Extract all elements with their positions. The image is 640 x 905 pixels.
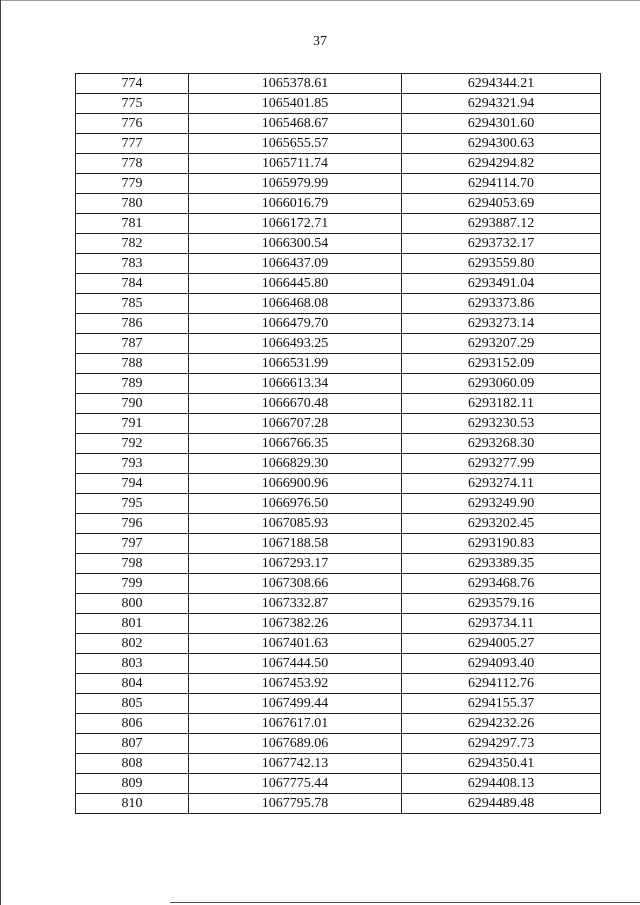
y-coordinate-cell: 6294294.82 [402,154,601,174]
y-coordinate-cell: 6294005.27 [402,634,601,654]
scan-bottom-edge [170,902,640,903]
table-row [76,294,601,314]
x-coordinate-cell: 1067444.50 [189,654,402,674]
x-coordinate-cell: 1066766.35 [189,434,402,454]
point-number-cell: 791 [76,414,189,434]
x-coordinate-cell: 1066707.28 [189,414,402,434]
y-coordinate-cell: 6293277.99 [402,454,601,474]
table-row [76,594,601,614]
table-row [76,654,601,674]
y-coordinate-cell: 6293559.80 [402,254,601,274]
point-number-cell: 808 [76,754,189,774]
y-coordinate-cell: 6294344.21 [402,74,601,94]
table-row [76,234,601,254]
point-number-cell: 801 [76,614,189,634]
table-row [76,674,601,694]
point-number-cell: 802 [76,634,189,654]
table-row [76,394,601,414]
y-coordinate-cell: 6293373.86 [402,294,601,314]
table-row [76,174,601,194]
point-number-cell: 797 [76,534,189,554]
table-row [76,714,601,734]
x-coordinate-cell: 1065711.74 [189,154,402,174]
table-row [76,334,601,354]
point-number-cell: 779 [76,174,189,194]
y-coordinate-cell: 6293152.09 [402,354,601,374]
point-number-cell: 786 [76,314,189,334]
point-number-cell: 785 [76,294,189,314]
point-number-cell: 790 [76,394,189,414]
y-coordinate-cell: 6293274.11 [402,474,601,494]
x-coordinate-cell: 1066016.79 [189,194,402,214]
x-coordinate-cell: 1067308.66 [189,574,402,594]
point-number-cell: 796 [76,514,189,534]
x-coordinate-cell: 1065401.85 [189,94,402,114]
x-coordinate-cell: 1066437.09 [189,254,402,274]
y-coordinate-cell: 6294112.76 [402,674,601,694]
x-coordinate-cell: 1066829.30 [189,454,402,474]
y-coordinate-cell: 6293468.76 [402,574,601,594]
y-coordinate-cell: 6294232.26 [402,714,601,734]
x-coordinate-cell: 1066900.96 [189,474,402,494]
y-coordinate-cell: 6294155.37 [402,694,601,714]
table-row [76,754,601,774]
x-coordinate-cell: 1067293.17 [189,554,402,574]
table-row [76,114,601,134]
y-coordinate-cell: 6294300.63 [402,134,601,154]
x-coordinate-cell: 1066493.25 [189,334,402,354]
point-number-cell: 806 [76,714,189,734]
x-coordinate-cell: 1067795.78 [189,794,402,814]
point-number-cell: 782 [76,234,189,254]
coordinates-table [75,73,601,814]
point-number-cell: 787 [76,334,189,354]
x-coordinate-cell: 1067332.87 [189,594,402,614]
x-coordinate-cell: 1067382.26 [189,614,402,634]
x-coordinate-cell: 1067689.06 [189,734,402,754]
y-coordinate-cell: 6293230.53 [402,414,601,434]
y-coordinate-cell: 6293887.12 [402,214,601,234]
y-coordinate-cell: 6293491.04 [402,274,601,294]
table-row [76,94,601,114]
table-row [76,494,601,514]
x-coordinate-cell: 1066531.99 [189,354,402,374]
point-number-cell: 777 [76,134,189,154]
table-row [76,454,601,474]
x-coordinate-cell: 1065655.57 [189,134,402,154]
point-number-cell: 794 [76,474,189,494]
table-row [76,614,601,634]
point-number-cell: 807 [76,734,189,754]
x-coordinate-cell: 1067188.58 [189,534,402,554]
x-coordinate-cell: 1067453.92 [189,674,402,694]
point-number-cell: 776 [76,114,189,134]
x-coordinate-cell: 1067401.63 [189,634,402,654]
y-coordinate-cell: 6294408.13 [402,774,601,794]
point-number-cell: 810 [76,794,189,814]
point-number-cell: 804 [76,674,189,694]
point-number-cell: 800 [76,594,189,614]
x-coordinate-cell: 1066670.48 [189,394,402,414]
point-number-cell: 789 [76,374,189,394]
table-row [76,154,601,174]
page-number: 37 [313,34,327,49]
x-coordinate-cell: 1067499.44 [189,694,402,714]
x-coordinate-cell: 1065979.99 [189,174,402,194]
point-number-cell: 805 [76,694,189,714]
table-row [76,794,601,814]
y-coordinate-cell: 6293389.35 [402,554,601,574]
table-row [76,314,601,334]
point-number-cell: 803 [76,654,189,674]
scan-left-edge [0,0,1,905]
table-row [76,514,601,534]
y-coordinate-cell: 6293579.16 [402,594,601,614]
point-number-cell: 781 [76,214,189,234]
x-coordinate-cell: 1066468.08 [189,294,402,314]
y-coordinate-cell: 6293734.11 [402,614,601,634]
x-coordinate-cell: 1066300.54 [189,234,402,254]
point-number-cell: 775 [76,94,189,114]
scan-top-edge [0,0,640,1]
x-coordinate-cell: 1066172.71 [189,214,402,234]
point-number-cell: 792 [76,434,189,454]
table-row [76,354,601,374]
y-coordinate-cell: 6294350.41 [402,754,601,774]
table-row [76,194,601,214]
y-coordinate-cell: 6294489.48 [402,794,601,814]
y-coordinate-cell: 6293249.90 [402,494,601,514]
table-row [76,214,601,234]
table-row [76,414,601,434]
x-coordinate-cell: 1067617.01 [189,714,402,734]
y-coordinate-cell: 6294093.40 [402,654,601,674]
table-row [76,474,601,494]
point-number-cell: 795 [76,494,189,514]
y-coordinate-cell: 6293207.29 [402,334,601,354]
table-row [76,534,601,554]
point-number-cell: 778 [76,154,189,174]
x-coordinate-cell: 1066445.80 [189,274,402,294]
y-coordinate-cell: 6294297.73 [402,734,601,754]
y-coordinate-cell: 6293268.30 [402,434,601,454]
y-coordinate-cell: 6294114.70 [402,174,601,194]
table-row [76,554,601,574]
table-row [76,434,601,454]
point-number-cell: 799 [76,574,189,594]
point-number-cell: 793 [76,454,189,474]
y-coordinate-cell: 6293182.11 [402,394,601,414]
x-coordinate-cell: 1067775.44 [189,774,402,794]
y-coordinate-cell: 6293732.17 [402,234,601,254]
table-row [76,574,601,594]
y-coordinate-cell: 6294301.60 [402,114,601,134]
table-row [76,134,601,154]
x-coordinate-cell: 1065378.61 [189,74,402,94]
y-coordinate-cell: 6293273.14 [402,314,601,334]
point-number-cell: 784 [76,274,189,294]
table-row [76,694,601,714]
y-coordinate-cell: 6294321.94 [402,94,601,114]
table-row [76,774,601,794]
y-coordinate-cell: 6294053.69 [402,194,601,214]
x-coordinate-cell: 1067742.13 [189,754,402,774]
y-coordinate-cell: 6293060.09 [402,374,601,394]
coordinates-table-body [76,74,601,814]
x-coordinate-cell: 1066976.50 [189,494,402,514]
point-number-cell: 798 [76,554,189,574]
table-row [76,374,601,394]
point-number-cell: 774 [76,74,189,94]
table-row [76,274,601,294]
point-number-cell: 783 [76,254,189,274]
point-number-cell: 780 [76,194,189,214]
table-row [76,74,601,94]
y-coordinate-cell: 6293190.83 [402,534,601,554]
table-row [76,734,601,754]
x-coordinate-cell: 1066479.70 [189,314,402,334]
point-number-cell: 809 [76,774,189,794]
table-row [76,254,601,274]
table-row [76,634,601,654]
y-coordinate-cell: 6293202.45 [402,514,601,534]
point-number-cell: 788 [76,354,189,374]
x-coordinate-cell: 1067085.93 [189,514,402,534]
x-coordinate-cell: 1066613.34 [189,374,402,394]
x-coordinate-cell: 1065468.67 [189,114,402,134]
